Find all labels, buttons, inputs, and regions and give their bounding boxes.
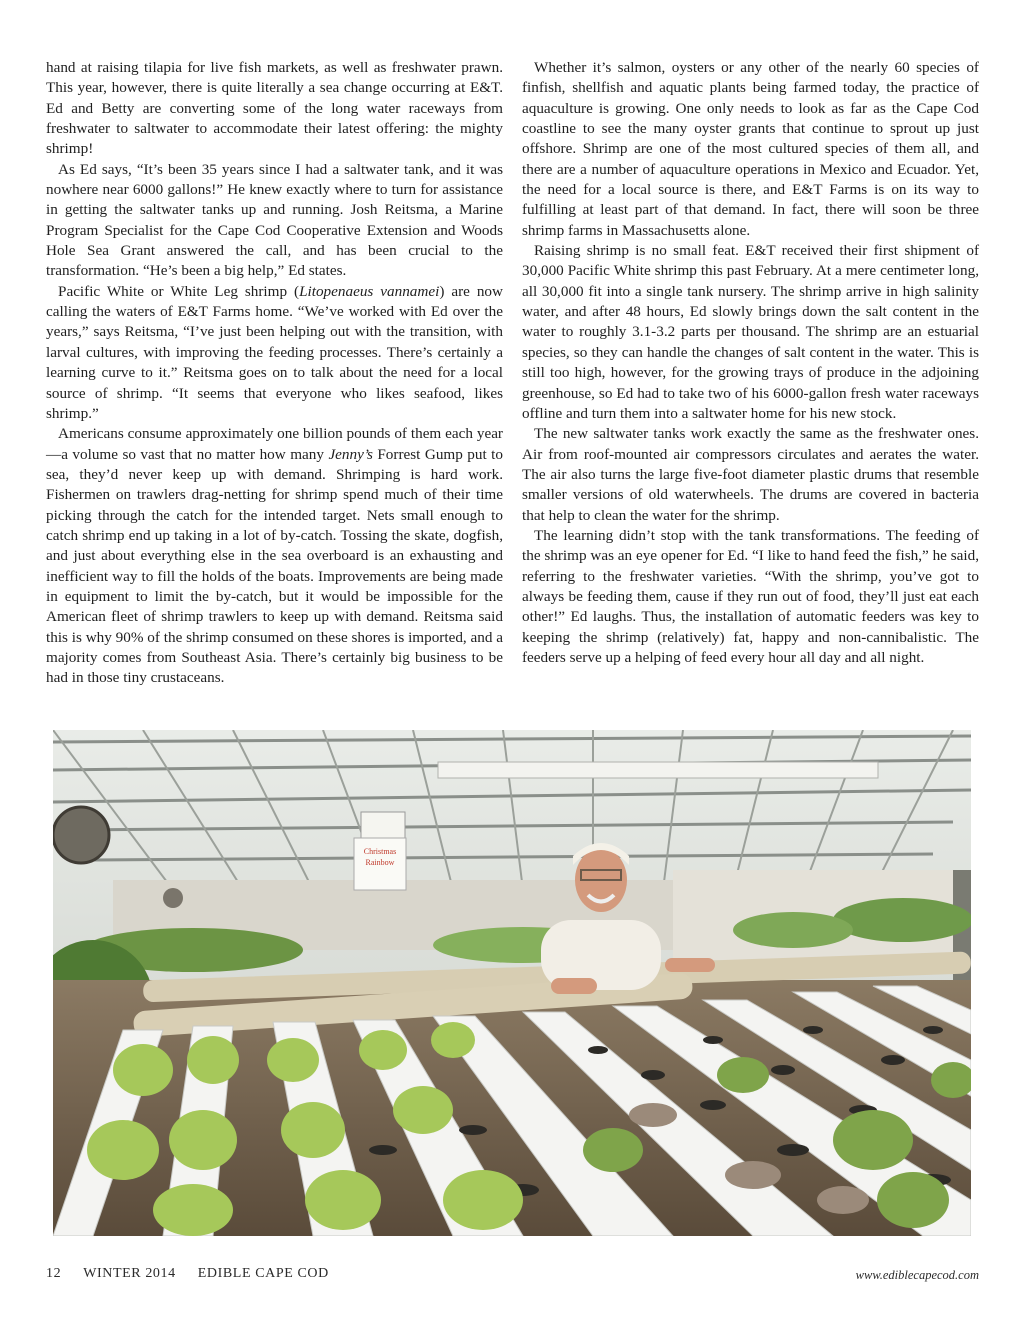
publication-name: EDIBLE CAPE COD	[197, 1266, 329, 1281]
page-footer	[46, 1266, 979, 1286]
greenhouse-photo	[53, 730, 971, 1236]
paragraph: Whether it’s salmon, oysters or any other of the nearly 60 species of finfish, shellfish and aquatic plants being farmed today, the practice of aquaculture is growing. One only needs to look as far as the Cape Cod coastline to see the many oyster grants that continue to sprout up just offshore. Shrimp are one of the most cultured species of them all, and there are a number of aquaculture operations in Mexico and Ecuador. Yet, the need for a local source is there, and E&T Farms is on its way to fulfilling at least part of that demand. In fact, there will soon be three shrimp farms in Massachusetts alone.	[522, 59, 979, 239]
paragraph	[46, 282, 503, 424]
footer-folio	[46, 1266, 351, 1282]
paragraph: Raising shrimp is no small feat. E&T received their first shipment of 30,000 Pacific White shrimp this past February. At a mere centimeter long, all 30,000 fit into a single tank nursery. The shrimp arrive in high salinity water, and after 48 hours, Ed slowly brings down the salt content in the water to roughly 3.1-3.2 parts per thousand. The shrimp are an estuarial species, so they can handle the changes of salt content in the water. This is still too high, however, for the growing trays of produce in the adjoining greenhouse, so Ed had to take two of his 6000-gallon fresh water raceways offline and turn them into a saltwater home for his new stock.	[522, 242, 979, 422]
species-name: Litopenaeus vannamei	[299, 282, 440, 300]
paragraph: As Ed says, “It’s been 35 years since I had a saltwater tank, and it was nowhere near 6000 gallons!” He knew exactly where to turn for assistance in getting the saltwater tanks up and running. Josh Reitsma, a Marine Program Specialist for the Cape Cod Cooperative Extension and Woods Hole Sea Grant answered the call, and has been crucial to the transformation. “He’s been a big help,” Ed states.	[46, 160, 503, 280]
website-url: www.ediblecapecod.com	[855, 1268, 979, 1282]
sign-text-line2: Rainbow	[365, 858, 395, 867]
page-number: 12	[46, 1266, 62, 1281]
issue-label: WINTER 2014	[83, 1266, 176, 1281]
article-column-left	[46, 58, 503, 708]
paragraph-text: ) are now calling the waters of E&T Farms home. “We’ve worked with Ed over the years,” says Reitsma, “I’ve just been helping out with the transition, with larval cultures, with improving the feeding processes. There’s certainly a learning curve to it.” Reitsma goes on to talk about the need for a local source of shrimp. “It seems that everyone who likes seafood, likes shrimp.”	[46, 282, 503, 422]
paragraph-text: Forrest Gump put to sea, they’d never keep up with demand. Shrimping is hard work. Fishermen on trawlers drag-netting for shrimp spend much of their time picking through the catch for the intended target. Nets small enough to catch shrimp end up taking in a lot of by-catch. Tossing the skate, dogfish, and just about everything else in the sea overboard is an exhausting and inefficient way to fill the holds of the boats. Improvements are being made in equipment to limit the by-catch, but it would be impossible for the American fleet of shrimp trawlers to keep up with demand. Reitsma said this is why 90% of the shrimp consumed on these shores is imported, and a majority comes from Southeast Asia. There’s certainly big business to be had in those tiny crustaceans.	[46, 445, 503, 687]
paragraph: The new saltwater tanks work exactly the same as the freshwater ones. Air from roof-mounted air compressors circulates and aerates the water. The air also turns the large five-foot diameter plastic drums that resemble smaller versions of old waterwheels. The drums are covered in bacteria that help to clean the water for the shrimp.	[522, 425, 979, 524]
article-body	[46, 58, 979, 708]
italic-word: Jenny’s	[328, 445, 373, 463]
article-column-right	[522, 58, 979, 708]
paragraph: The learning didn’t stop with the tank transformations. The feeding of the shrimp was an eye opener for Ed. “I like to hand feed the fish,” he said, referring to the freshwater varieties. “With the shrimp, you’ve got to always be feeding them, cause if they run out of food, they’ll just eat each other!” Ed laughs. Thus, the installation of automatic feeders was key to keeping the shrimp (relatively) fat, happy and non-cannibalistic. The feeders serve up a helping of feed every hour all day and all night.	[522, 526, 979, 666]
sign-text-line1: Christmas	[363, 847, 397, 856]
paragraph-text: Pacific White or White Leg shrimp (	[58, 282, 300, 300]
paragraph: hand at raising tilapia for live fish markets, as well as freshwater prawn. This year, however, there is quite literally a sea change occurring at E&T. Ed and Betty are converting some of the long water raceways from freshwater to saltwater to accommodate their latest offering: the mighty shrimp!	[46, 59, 503, 158]
paragraph	[46, 424, 503, 688]
paragraph-text: Americans consume approximately one billion pounds of them each year—a volume so vast that no matter how many	[46, 425, 503, 463]
